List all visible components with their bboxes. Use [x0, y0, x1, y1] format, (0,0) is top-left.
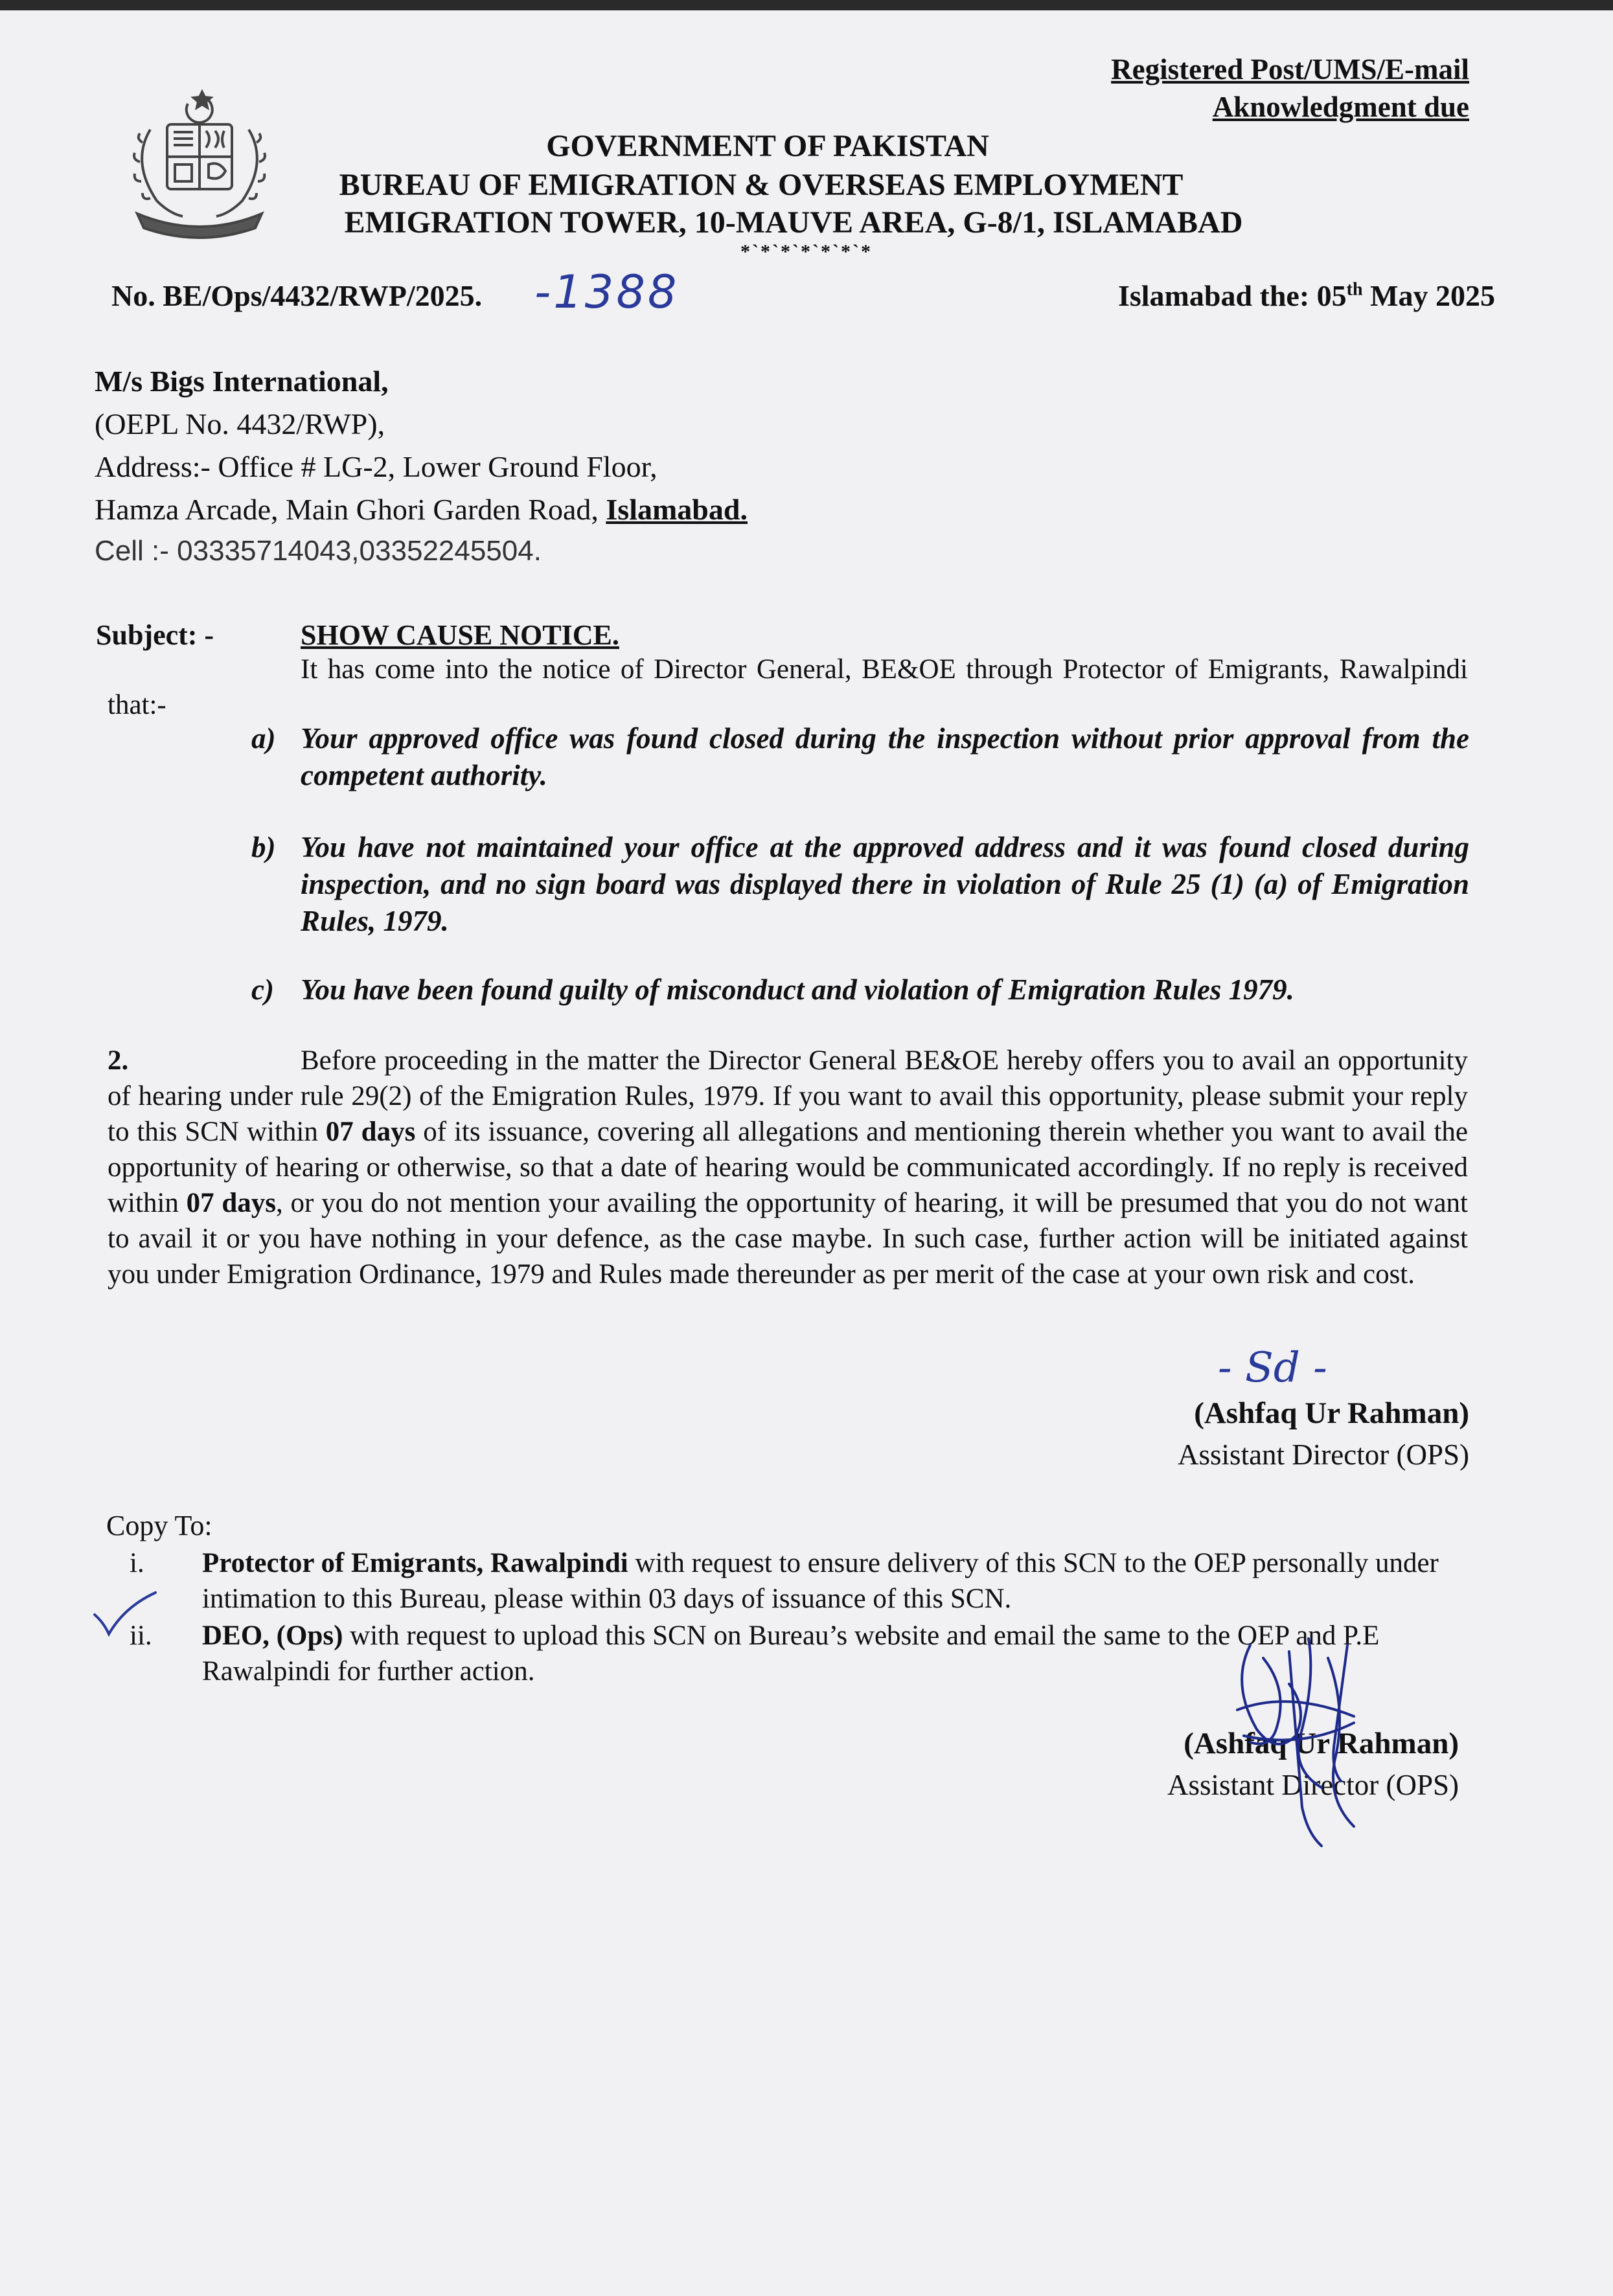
org-title: GOVERNMENT OF PAKISTAN: [546, 129, 989, 163]
intro-paragraph: It has come into the notice of Director General, BE&OE through Protector of Emigrants, Rawalpindi that:-: [108, 654, 1468, 720]
subject-label: Subject: -: [96, 619, 214, 651]
paragraph-number: 2.: [108, 1045, 129, 1076]
delivery-line-1: Registered Post/UMS/E-mail: [1111, 53, 1469, 85]
reference-number: No. BE/Ops/4432/RWP/2025.: [111, 279, 483, 312]
handwritten-signature-icon: [1224, 1632, 1406, 1865]
address-city: Islamabad.: [606, 493, 748, 526]
allegation-text: You have been found guilty of misconduct and violation of Emigration Rules 1979.: [301, 973, 1294, 1006]
allegation-marker: c): [251, 973, 274, 1006]
address-street: Hamza Arcade, Main Ghori Garden Road,: [95, 493, 606, 526]
para2-part-1: Before proceeding in the matter the Director General BE&OE hereby offers you to avail an opportunity of hearing under rule 29(2) of the Emigration Rules, 1979. If you want to avail this opportunity, please submit your reply to this SCN within: [108, 1045, 1468, 1147]
org-bureau: BUREAU OF EMIGRATION & OVERSEAS EMPLOYMENT: [339, 168, 1184, 202]
copy-item-number: ii.: [130, 1620, 152, 1651]
signatory-name-2: (Ashfaq Ur Rahman): [1184, 1727, 1459, 1760]
header-stars: *`*`*`*`*`*`*: [740, 241, 873, 262]
copy-item-number: i.: [130, 1548, 144, 1578]
copy-item-text: with request to ensure delivery of this SCN to the OEP personally under intimation to this Bureau, please within 03 days of issuance of this SCN.: [202, 1548, 1439, 1614]
signature-sd: - Sd -: [1218, 1344, 1327, 1392]
delivery-line-2: Aknowledgment due: [1212, 91, 1469, 123]
scan-top-edge: [0, 0, 1613, 10]
copy-item-text: with request to upload this SCN on Bureau’s website and email the same to the OEP and P.E Rawalpindi for further action.: [202, 1620, 1380, 1687]
allegation-text: Your approved office was found closed during the inspection without prior approval from the competent authority.: [301, 722, 1469, 791]
addressee-name: M/s Bigs International,: [95, 365, 389, 398]
date-sup: th: [1346, 279, 1363, 300]
copy-item-recipient: DEO, (Ops): [202, 1620, 343, 1651]
paragraph-2: [108, 1043, 1468, 1292]
copy-item-body: [202, 1545, 1470, 1617]
allegation-marker: a): [251, 722, 276, 755]
signatory-title-2: Assistant Director (OPS): [1167, 1769, 1459, 1801]
addressee-oepl: (OEPL No. 4432/RWP),: [95, 407, 385, 440]
allegation-marker: b): [251, 831, 276, 863]
copy-item-1: [130, 1545, 1470, 1617]
copy-to-label: Copy To:: [106, 1510, 212, 1541]
allegation-b: [251, 829, 1469, 940]
addressee-address-1: Address:- Office # LG-2, Lower Ground Floor,: [95, 450, 658, 483]
allegation-text: You have not maintained your office at the approved address and it was found closed during inspection, and no sign board was displayed there in violation of Rule 25 (1) (a) of Emigration Rules, 1979.: [301, 831, 1469, 937]
signatory-title: Assistant Director (OPS): [1178, 1438, 1469, 1471]
para2-part-2: of its issuance, covering all allegations and mentioning therein whether you want to avail the opportunity of hearing or otherwise, so that a date of hearing would be communicated accordingly. If no reply is received within: [108, 1117, 1468, 1218]
delivery-note: [1111, 51, 1469, 126]
allegation-c: [251, 972, 1469, 1008]
addressee-address-2: [95, 492, 748, 527]
date-prefix: Islamabad the: 05: [1117, 279, 1347, 312]
org-address: EMIGRATION TOWER, 10-MAUVE AREA, G-8/1, ISLAMABAD: [344, 205, 1243, 240]
para2-bold-2: 07 days: [186, 1188, 277, 1218]
letter-date: [1118, 278, 1495, 313]
copy-item-recipient: Protector of Emigrants, Rawalpindi: [202, 1548, 628, 1578]
allegation-a: [251, 720, 1469, 794]
addressee-cell: Cell :- 03335714043,03352245504.: [95, 535, 542, 567]
signatory-name: (Ashfaq Ur Rahman): [1194, 1396, 1469, 1430]
para2-part-3: , or you do not mention your availing the opportunity of hearing, it will be presumed that you do not want to avail it or you have nothing in your defence, as the case maybe. In such case, further action will be initiated against you under Emigration Ordinance, 1979 and Rules made thereunder as per merit of the case at your own risk and cost.: [108, 1188, 1468, 1290]
para2-bold-1: 07 days: [325, 1117, 416, 1147]
subject-title: SHOW CAUSE NOTICE.: [301, 619, 619, 651]
date-suffix: May 2025: [1362, 279, 1495, 312]
reference-handwritten: -1388: [534, 266, 680, 319]
